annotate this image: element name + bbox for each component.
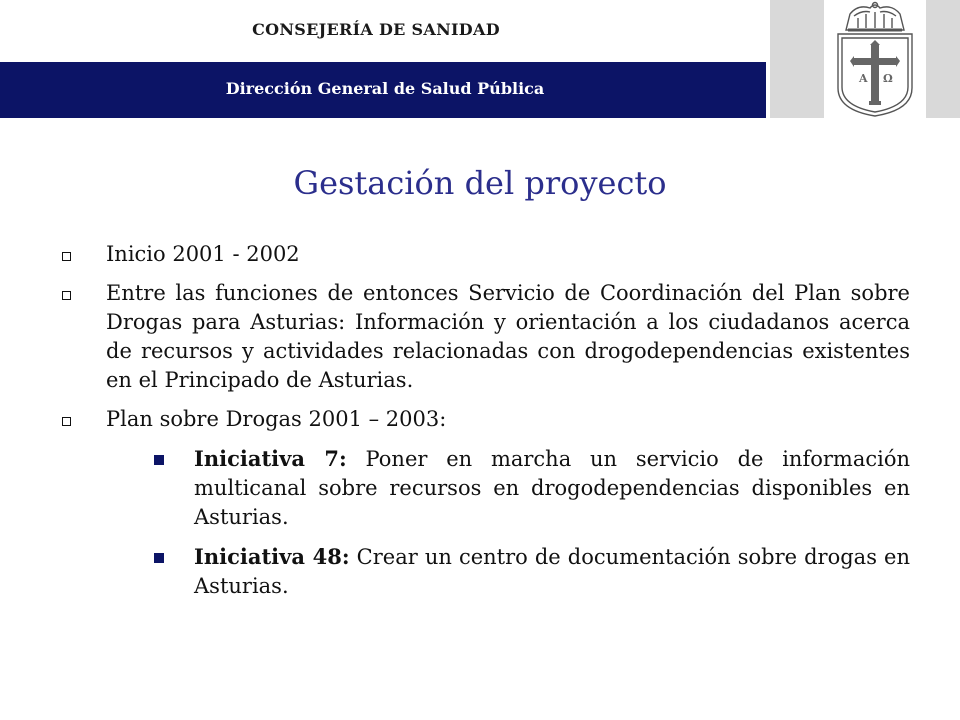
slide-content	[62, 240, 910, 611]
hollow-square-bullet-icon	[62, 291, 71, 300]
svg-text:A: A	[859, 72, 868, 85]
asturias-crest-icon	[826, 0, 924, 118]
side-column-left	[770, 0, 824, 118]
crest-logo	[826, 0, 924, 118]
filled-square-bullet-icon	[154, 553, 164, 563]
band-separator	[766, 62, 769, 118]
bullet-item	[62, 240, 910, 269]
filled-square-bullet-icon	[154, 455, 164, 465]
slide-title: Gestación del proyecto	[293, 164, 667, 202]
hollow-square-bullet-icon	[62, 417, 71, 426]
department-label: CONSEJERÍA DE SANIDAD	[252, 20, 500, 39]
bullet-text: Entre las funciones de entonces Servicio de Coordinación del Plan sobre Drogas para Asturias: Información y orientación a los ciudadanos acerca de recursos y actividades relacionadas con drogodependencias existentes en el Principado de Asturias.	[106, 281, 910, 392]
bullet-text: Inicio 2001 - 2002	[106, 242, 300, 266]
hollow-square-bullet-icon	[62, 252, 71, 261]
bullet-text: Plan sobre Drogas 2001 – 2003:	[106, 407, 447, 431]
bullet-item	[62, 279, 910, 395]
sub-bullet-item	[154, 444, 910, 532]
sub-bullet-text: Crear un centro de documentación sobre drogas en Asturias.	[194, 545, 910, 598]
sub-bullet-item	[154, 542, 910, 601]
sub-bullet-text: Poner en marcha un servicio de información multicanal sobre recursos en drogodependencias disponibles en Asturias.	[194, 447, 910, 529]
svg-text:Ω: Ω	[883, 72, 893, 85]
sub-bullet-label: Iniciativa 48:	[194, 544, 350, 569]
sub-bullet-label: Iniciativa 7:	[194, 446, 347, 471]
bullet-item	[62, 405, 910, 434]
directorate-label: Dirección General de Salud Pública	[225, 79, 545, 98]
side-column-right	[926, 0, 960, 118]
